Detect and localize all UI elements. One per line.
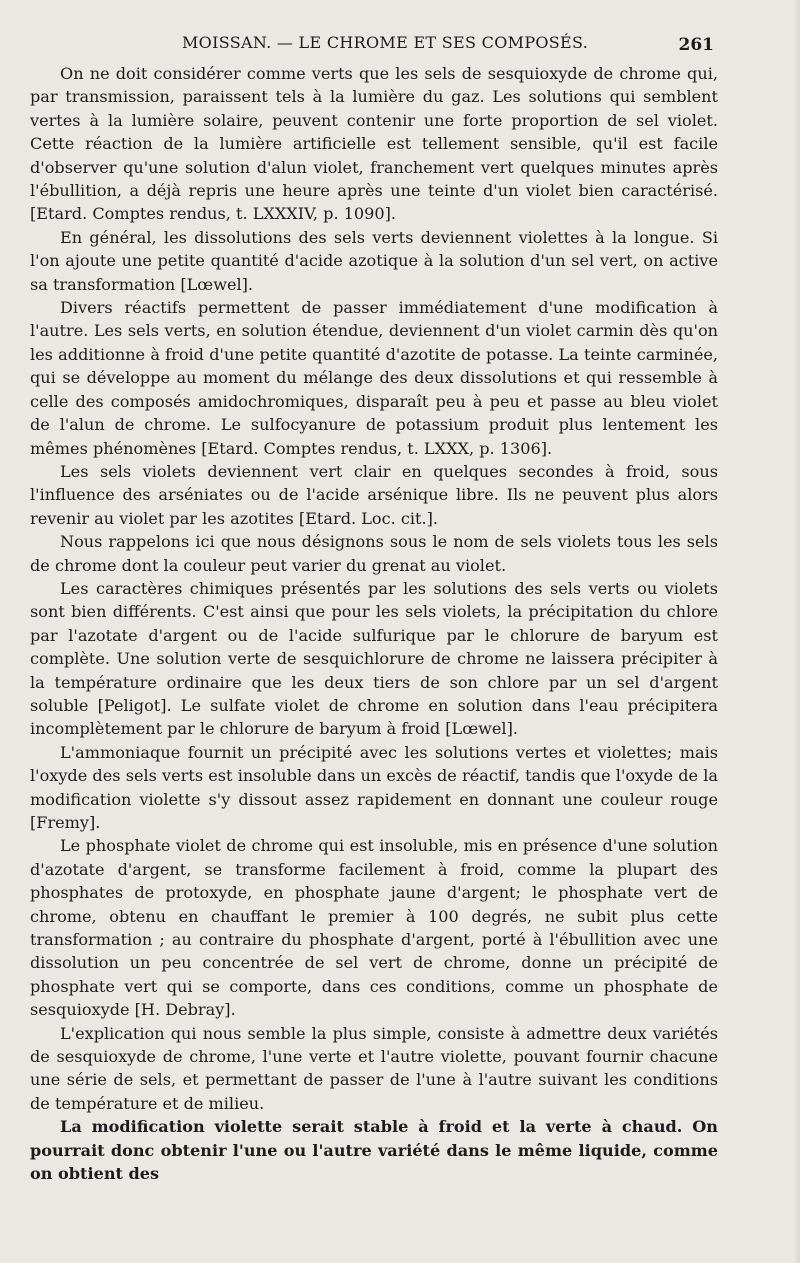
- paragraph-explanation: L'explication qui nous semble la plus simple, consiste à admettre deux variétés de sesquioxyde de chrome, l'une verte et l'autre violette, pouvant fournir chacune une série de sels, et permettant de passer de l'une à l'autre suivant les conditions de température et de milieu.: [30, 1023, 718, 1113]
- paragraph-stability: La modification violette serait stable à froid et la verte à chaud. On pourrait donc obtenir l'une ou l'autre variété dans le même liquide, comme on obtient des: [30, 1117, 718, 1184]
- paragraph-phosphate: Le phosphate violet de chrome qui est insoluble, mis en présence d'une solution d'azotate d'argent, se transforme facilement à froid, comme la plupart des phosphates de protoxyde, en phosphate jaune d'argent; le phosphate vert de chrome, obtenu en chauffant le premier à 100 degrés, ne subit plus cette transformation ; au contraire du phosphate d'argent, porté à l'ébullition avec une dissolution un peu concentrée de sel vert de chrome, donne un précipité de phosphate vert qui se comporte, dans ces conditions, comme un phosphate de sesquioxyde [H. Debray].: [30, 836, 718, 1020]
- running-title: MOISSAN. — LE CHROME ET SES COMPOSÉS.: [182, 33, 589, 52]
- paragraph-naming-violet-salts: Nous rappelons ici que nous désignons sous le nom de sels violets tous les sels de chrome dont la couleur peut varier du grenat au violet.: [30, 532, 718, 575]
- body-text: [30, 62, 718, 1186]
- page-number: 261: [678, 35, 714, 55]
- paragraph-green-salts-light: On ne doit considérer comme verts que les sels de sesquioxyde de chrome qui, par transmission, paraissent tels à la lumière du gaz. Les solutions qui semblent vertes à la lumière solaire, peuvent contenir une forte proportion de sel violet. Cette réaction de la lumière artificielle est tellement sensible, qu'il est facile d'observer qu'une solution d'alun violet, franchement vert quelques minutes après l'ébullition, a déjà repris une heure après une teinte d'un violet bien caractérisé. [Etard. Comptes rendus, t. LXXXIV, p. 1090].: [30, 64, 718, 224]
- paragraph-dissolutions-violet: En général, les dissolutions des sels verts deviennent violettes à la longue. Si l'on ajoute une petite quantité d'acide azotique à la solution d'un sel vert, on active sa transformation [Lœwel].: [30, 227, 718, 294]
- paragraph-chemical-characters: Les caractères chimiques présentés par les solutions des sels verts ou violets sont bien différents. C'est ainsi que pour les sels violets, la précipitation du chlore par l'azotate d'argent ou de l'acide sulfurique par le chlorure de baryum est complète. Une solution verte de sesquichlorure de chrome ne laissera précipiter à la température ordinaire que les deux tiers de son chlore par un sel d'argent soluble [Peligot]. Le sulfate violet de chrome en solution dans l'eau précipitera incomplètement par le chlorure de baryum à froid [Lœwel].: [30, 578, 718, 739]
- paragraph-violet-salts-arseniates: Les sels violets deviennent vert clair en quelques secondes à froid, sous l'influence des arséniates ou de l'acide arsénique libre. Ils ne peuvent plus alors revenir au violet par les azotites [Etard. Loc. cit.].: [30, 461, 718, 528]
- paragraph-reagents: Divers réactifs permettent de passer immédiatement d'une modification à l'autre. Les sels verts, en solution étendue, deviennent d'un violet carmin dès qu'on les additionne à froid d'une petite quantité d'azotite de potasse. La teinte carminée, qui se développe au moment du mélange des deux dissolutions et qui ressemble à celle des composés amidochromiques, disparaît peu à peu et passe au bleu violet de l'alun de chrome. Le sulfocyanure de potassium produit plus lentement les mêmes phénomènes [Etard. Comptes rendus, t. LXXX, p. 1306].: [30, 298, 718, 458]
- page-edge-shadow: [794, 0, 800, 1263]
- paragraph-ammonia: L'ammoniaque fournit un précipité avec les solutions vertes et violettes; mais l'oxyde des sels verts est insoluble dans un excès de réactif, tandis que l'oxyde de la modification violette s'y dissout assez rapidement en donnant une couleur rouge [Fremy].: [30, 742, 718, 832]
- running-head: [30, 33, 714, 59]
